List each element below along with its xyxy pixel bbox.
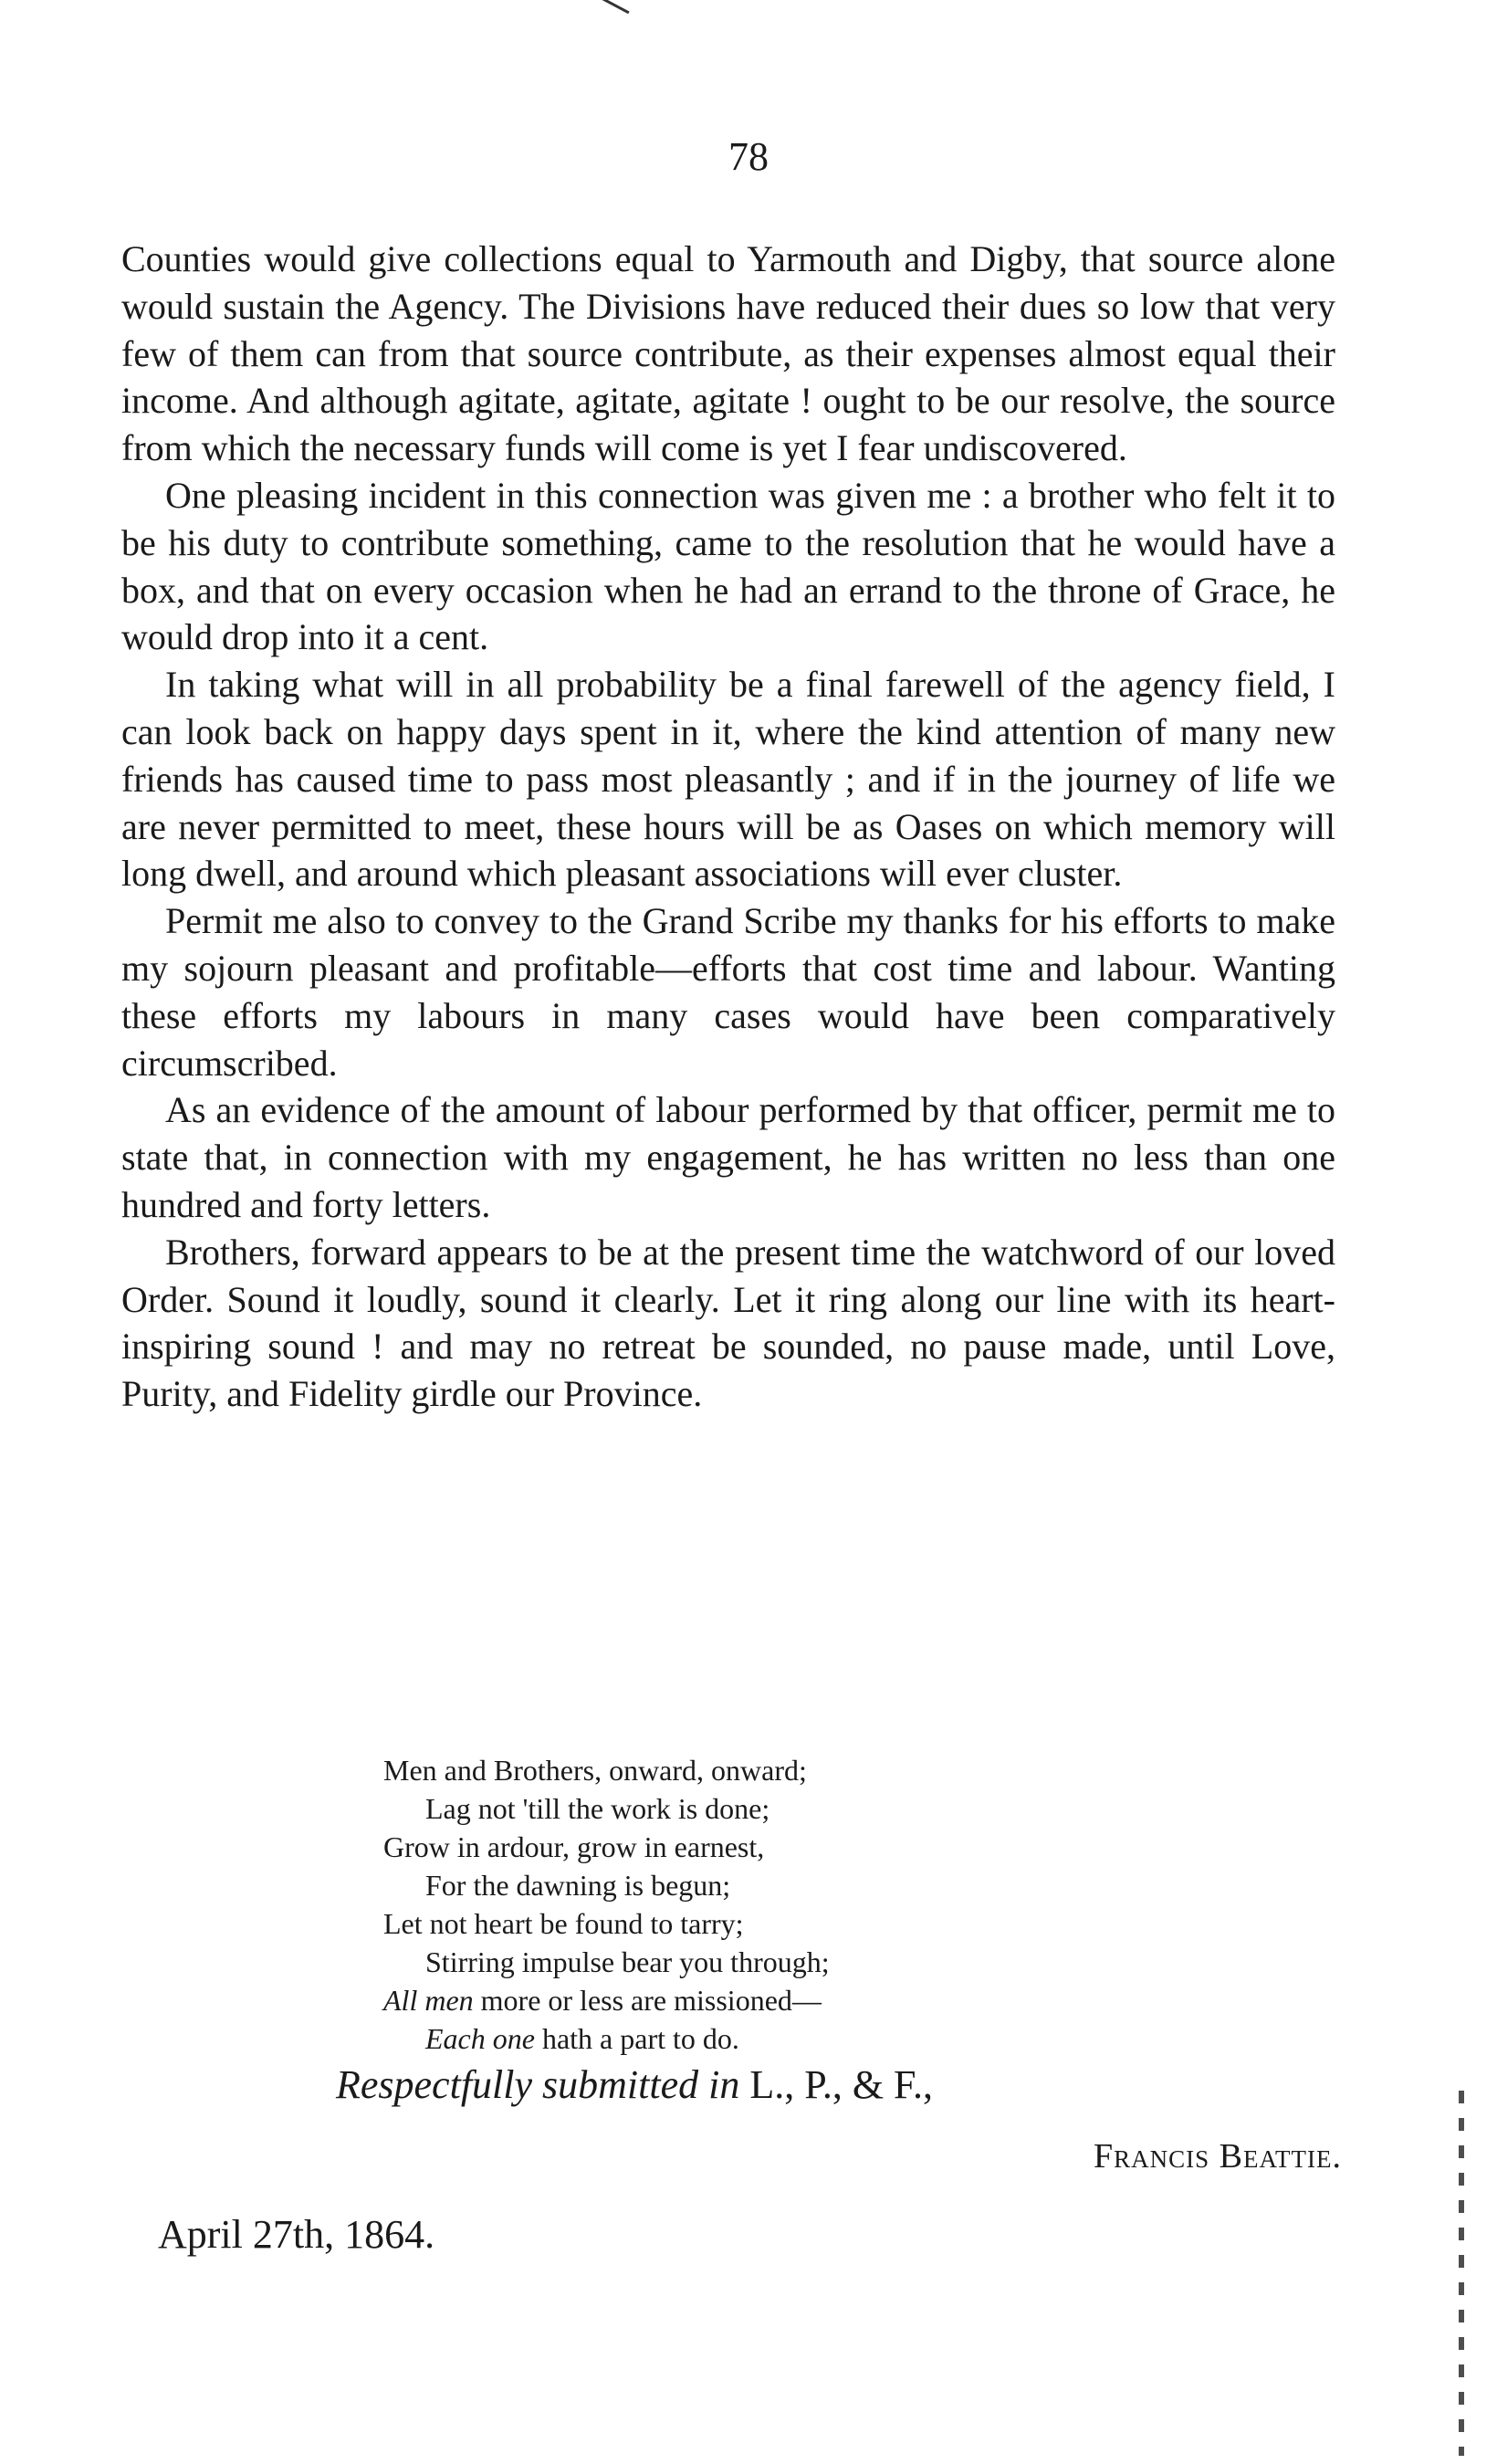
poem-line-6: Stirring impulse bear you through; (425, 1945, 830, 1978)
paragraph-4: Permit me also to convey to the Grand Scribe my thanks for his efforts to make my sojourn pleasant and profitable—efforts that cost time and labour. Wanting these efforts my labours in many cases would have been comparatively circumscribed. (121, 900, 1335, 1084)
paragraph-6: Brothers, forward appears to be at the present time the watchword of our loved Order. Sound it loudly, sound it clearly. Let it ring along our line with its heart-inspiring sound ! and may no retreat be sounded, no pause made, until Love, Purity, and Fidelity girdle our Province. (121, 1231, 1335, 1415)
scan-mark (599, 0, 629, 14)
closing-text: Respectfully submitted in (336, 2062, 750, 2107)
poem-line-7-rest: more or less are missioned— (473, 1984, 822, 2017)
poem-line-5: Let not heart be found to tarry; (383, 1907, 744, 1940)
poem-line-7 (383, 1981, 1114, 2019)
paragraph-2: One pleasing incident in this connection was given me : a brother who felt it to be his duty to contribute something, came to the resolution that he would have a box, and that on every occasion when he had an errand to the throne of Grace, he would drop into it a cent. (121, 474, 1335, 658)
poem-line-8 (383, 2019, 1114, 2058)
poem-line-2: Lag not 'till the work is done; (425, 1792, 770, 1825)
signature: Francis Beattie. (1094, 2137, 1342, 2176)
paragraph-1: Counties would give collections equal to Yarmouth and Digby, that source alone would sustain the Agency. The Divisions have reduced their dues so low that very few of them can from that source contribute, as their expenses almost equal their income. And although agitate, agitate, agitate ! ought to be our resolve, the source from which the necessary funds will come is yet I fear undiscovered. (121, 238, 1335, 469)
scan-edge-mark (1459, 2091, 1464, 2456)
paragraph-5: As an evidence of the amount of labour performed by that officer, permit me to state that, in connection with my engagement, he has written no less than one hundred and forty letters. (121, 1089, 1335, 1225)
poem-line-4: For the dawning is begun; (425, 1869, 731, 1902)
closing-initials: L., P., & F., (749, 2062, 933, 2107)
poem-line-8-italic: Each one (425, 2022, 535, 2055)
poem-line-1: Men and Brothers, onward, onward; (383, 1754, 807, 1787)
poem-line-8-rest: hath a part to do. (534, 2022, 739, 2055)
date: April 27th, 1864. (158, 2212, 435, 2257)
poem-line-3: Grow in ardour, grow in earnest, (383, 1830, 765, 1863)
poem (383, 1751, 1114, 2058)
closing-line (336, 2061, 933, 2110)
body-text (121, 236, 1335, 1418)
poem-line-7-italic: All men (383, 1984, 474, 2017)
paragraph-3: In taking what will in all probability be a final farewell of the agency field, I can look back on happy days spent in it, where the kind attention of many new friends has caused time to pass most pleasantly ; and if in the journey of life we are never permitted to meet, these hours will be as Oases on which memory will long dwell, and around which pleasant associations will ever cluster. (121, 664, 1335, 895)
page-number: 78 (728, 134, 769, 179)
